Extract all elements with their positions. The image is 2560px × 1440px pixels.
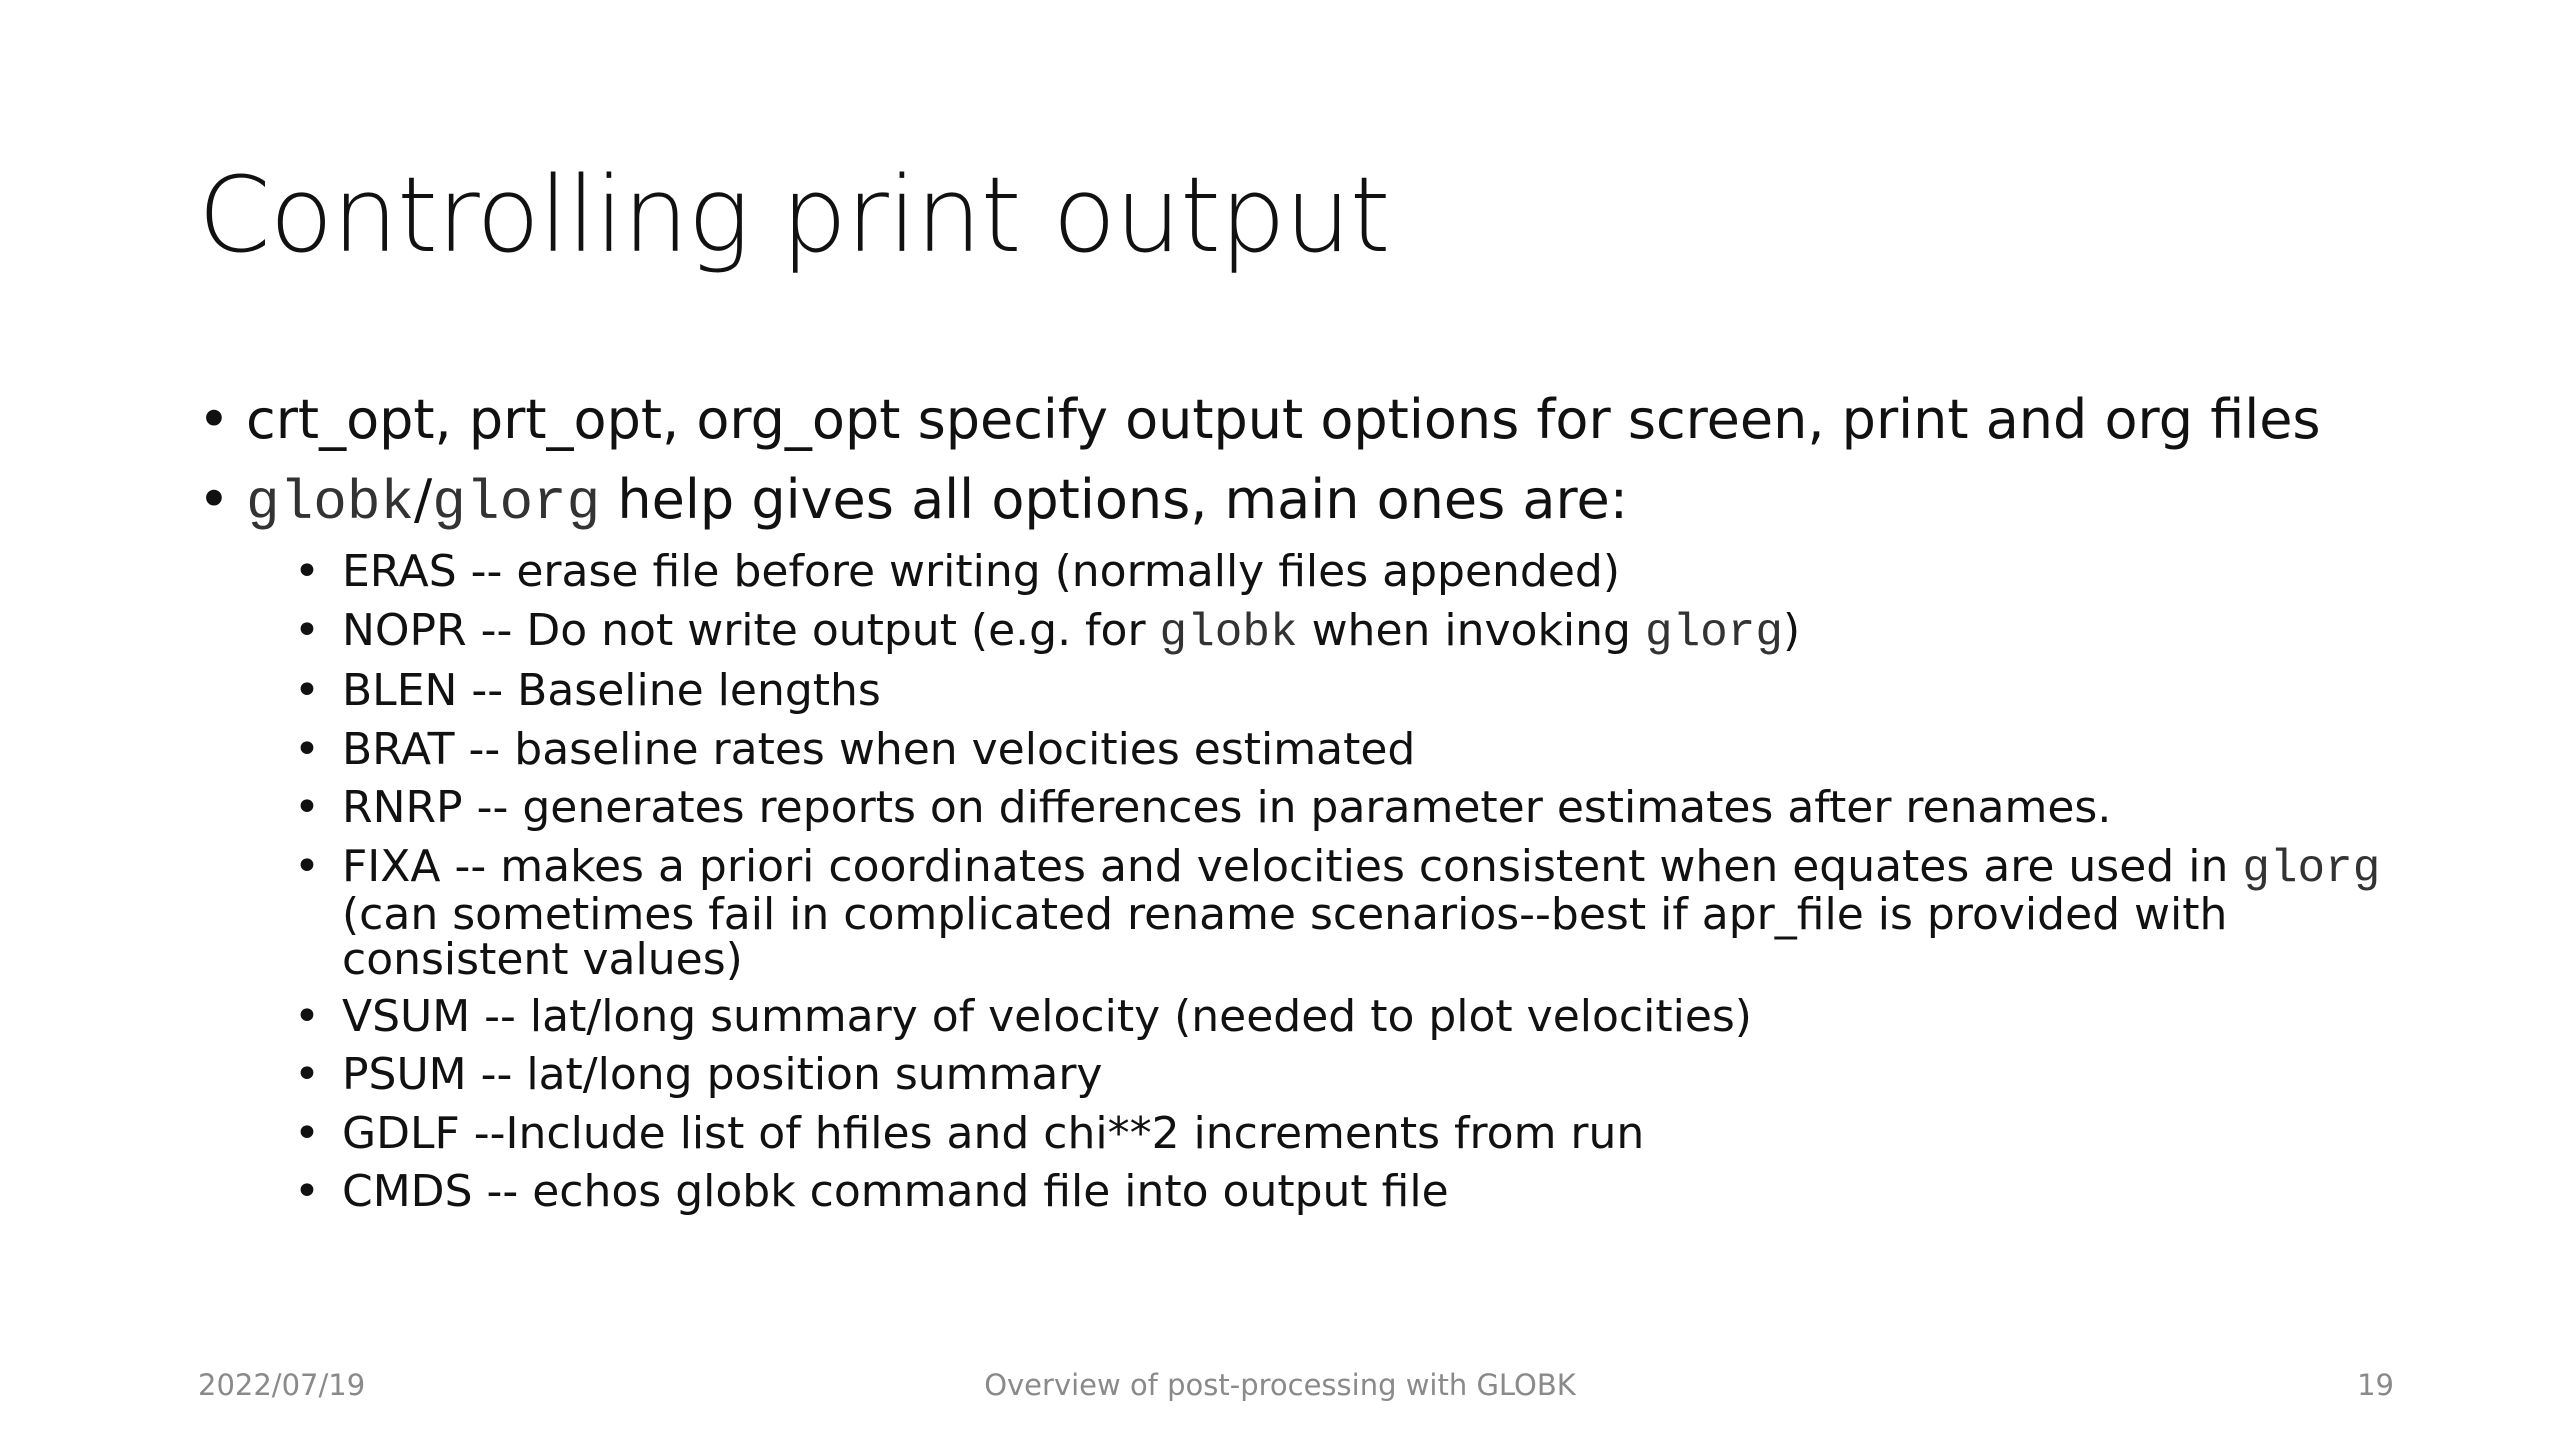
slide-title: Controlling print output bbox=[198, 154, 1390, 276]
bullet-help-options bbox=[198, 460, 2398, 543]
bullet-marker: • bbox=[294, 1166, 320, 1217]
option-text: PSUM -- lat/long position summary bbox=[342, 1049, 1103, 1100]
option-rnrp bbox=[294, 779, 2398, 838]
bullet-marker: • bbox=[294, 782, 320, 833]
option-fixa bbox=[294, 838, 2392, 988]
bullet-marker: • bbox=[198, 388, 230, 451]
slide-body bbox=[198, 380, 2398, 1222]
option-brat bbox=[294, 721, 2398, 780]
bullet-text: crt_opt, prt_opt, org_opt specify output options for screen, print and org files bbox=[246, 388, 2321, 451]
option-list bbox=[294, 543, 2398, 1222]
option-text: FIXA -- makes a priori coordinates and velocities consistent when equates are used in bbox=[342, 840, 2243, 892]
option-text: ) bbox=[1783, 604, 1801, 656]
option-psum bbox=[294, 1046, 2398, 1105]
bullet-marker: • bbox=[294, 723, 320, 775]
footer-title: Overview of post-processing with GLOBK bbox=[984, 1368, 1576, 1402]
option-eras bbox=[294, 543, 2398, 602]
bullet-text: help gives all options, main ones are: bbox=[600, 468, 1628, 531]
option-vsum bbox=[294, 988, 2398, 1047]
option-cmds bbox=[294, 1163, 2398, 1222]
code-glorg: glorg bbox=[1644, 606, 1783, 659]
option-text: CMDS -- echos globk command file into output file bbox=[342, 1166, 1449, 1217]
bullet-marker: • bbox=[294, 990, 320, 1042]
option-text: BRAT -- baseline rates when velocities estimated bbox=[342, 723, 1416, 775]
option-text: NOPR -- Do not write output (e.g. for bbox=[342, 604, 1160, 656]
bullet-marker: • bbox=[294, 840, 320, 892]
code-glorg: glorg bbox=[2242, 842, 2381, 895]
code-globk: globk bbox=[246, 471, 415, 535]
bullet-marker: • bbox=[294, 604, 320, 656]
bullet-marker: • bbox=[294, 1107, 320, 1159]
option-text: BLEN -- Baseline lengths bbox=[342, 665, 881, 716]
slide-number: 19 bbox=[2357, 1368, 2394, 1402]
slash-separator: / bbox=[414, 468, 433, 531]
code-glorg: glorg bbox=[432, 471, 601, 535]
footer-date: 2022/07/19 bbox=[198, 1368, 366, 1402]
code-globk: globk bbox=[1159, 606, 1298, 659]
bullet-marker: • bbox=[294, 1049, 320, 1100]
bullet-output-options bbox=[198, 380, 2398, 460]
option-text: ERAS -- erase file before writing (normally files appended) bbox=[342, 546, 1620, 597]
option-text: VSUM -- lat/long summary of velocity (needed to plot velocities) bbox=[342, 990, 1752, 1042]
option-text: (can sometimes fail in complicated rename scenarios--best if apr_file is provided with consistent values) bbox=[342, 888, 2228, 985]
option-nopr bbox=[294, 602, 2398, 663]
option-text: RNRP -- generates reports on differences in parameter estimates after renames. bbox=[342, 782, 2112, 833]
option-text: GDLF --Include list of hfiles and chi**2 increments from run bbox=[342, 1107, 1645, 1159]
option-text: when invoking bbox=[1297, 604, 1645, 656]
bullet-marker: • bbox=[294, 665, 320, 716]
bullet-marker: • bbox=[198, 468, 230, 531]
option-blen bbox=[294, 662, 2398, 721]
option-gdlf bbox=[294, 1105, 2398, 1164]
bullet-marker: • bbox=[294, 546, 320, 597]
